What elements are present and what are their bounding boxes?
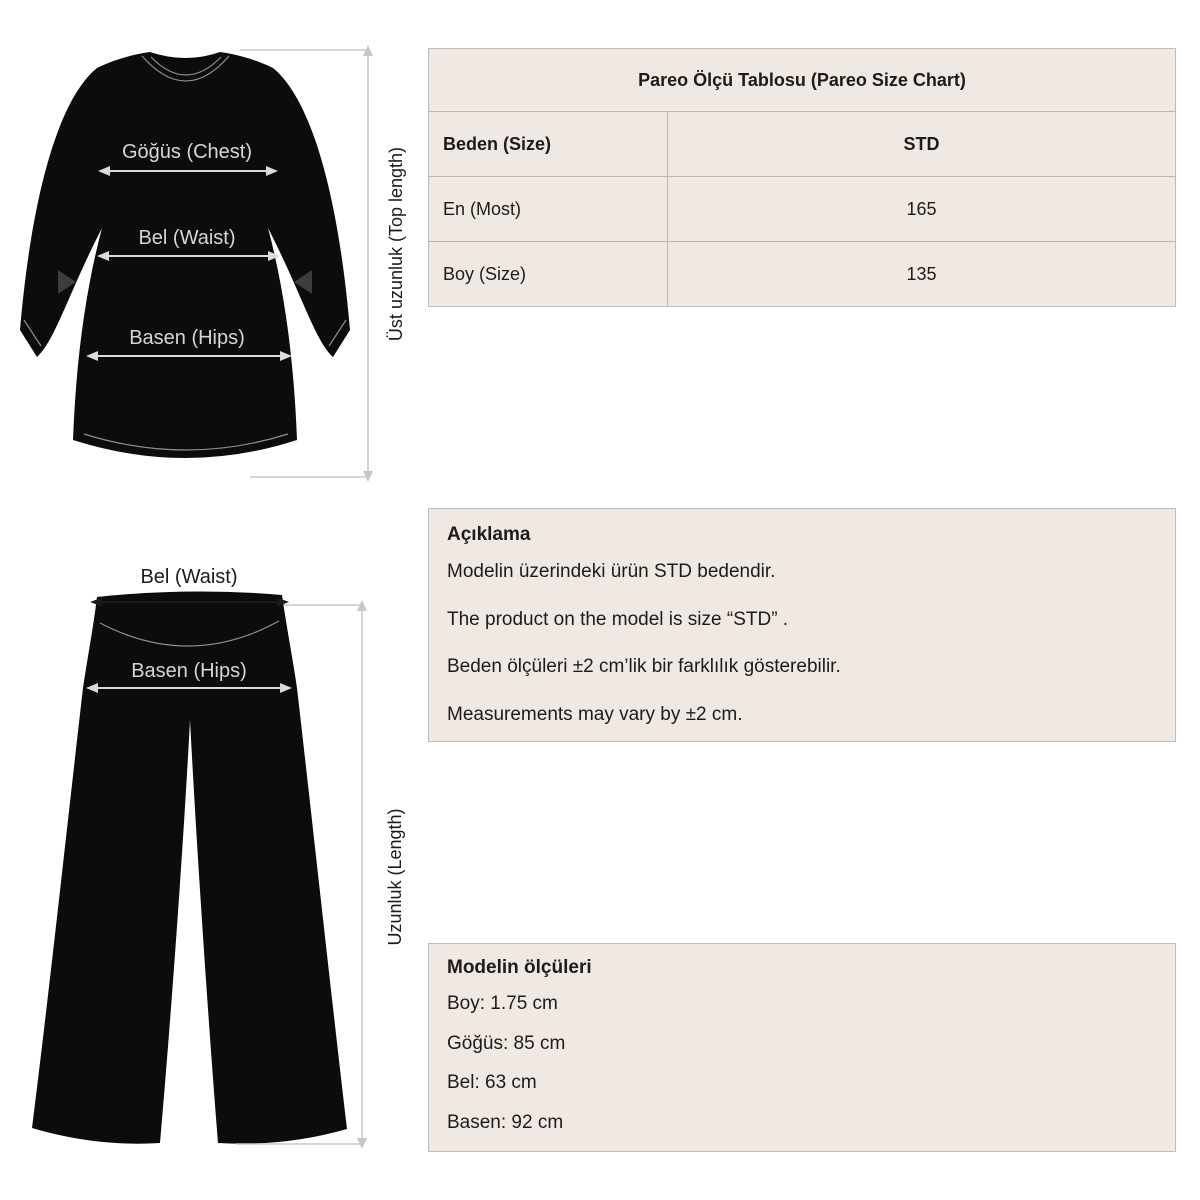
top-hips-label: Basen (Hips) bbox=[129, 327, 245, 349]
model-measurements-title: Modelin ölçüleri bbox=[447, 957, 592, 978]
row-label: En (Most) bbox=[429, 177, 668, 241]
top-waist-label: Bel (Waist) bbox=[138, 227, 236, 249]
row-label: Boy (Size) bbox=[429, 242, 668, 306]
size-table-header-row bbox=[429, 112, 1175, 177]
notes-title: Açıklama bbox=[447, 524, 531, 545]
row-value: 165 bbox=[906, 198, 937, 219]
model-measure-line: Göğüs: 85 cm bbox=[447, 1032, 566, 1054]
note-line: Measurements may vary by ±2 cm. bbox=[447, 704, 743, 725]
top-length-label: Üst uzunluk (Top length) bbox=[386, 146, 406, 342]
row-value: 135 bbox=[906, 263, 937, 284]
note-line: Modelin üzerindeki ürün STD bedendir. bbox=[447, 560, 776, 582]
table-row bbox=[429, 242, 1175, 306]
length-label: Uzunluk (Length) bbox=[385, 808, 405, 946]
model-measurements-box bbox=[428, 943, 1176, 1152]
note-line: The product on the model is size “STD” . bbox=[447, 608, 789, 630]
table-row bbox=[429, 177, 1175, 242]
size-table bbox=[428, 48, 1176, 307]
pants-hips-label: Basen (Hips) bbox=[131, 660, 247, 682]
chest-label: Göğüs (Chest) bbox=[121, 141, 253, 163]
size-table-col-std: STD bbox=[903, 133, 940, 154]
pants-waist-label: Bel (Waist) bbox=[140, 566, 238, 588]
model-measure-line: Boy: 1.75 cm bbox=[447, 992, 558, 1014]
bottom-garment-diagram bbox=[0, 555, 420, 1200]
notes-box bbox=[428, 508, 1176, 742]
model-measure-line: Bel: 63 cm bbox=[447, 1072, 537, 1094]
size-table-title: Pareo Ölçü Tablosu (Pareo Size Chart) bbox=[429, 49, 1175, 112]
top-garment-diagram bbox=[0, 30, 420, 490]
note-line: Beden ölçüleri ±2 cm’lik bir farklılık gösterebilir. bbox=[447, 656, 841, 678]
size-table-col-size: Beden (Size) bbox=[429, 112, 668, 176]
model-measure-line: Basen: 92 cm bbox=[447, 1112, 564, 1133]
